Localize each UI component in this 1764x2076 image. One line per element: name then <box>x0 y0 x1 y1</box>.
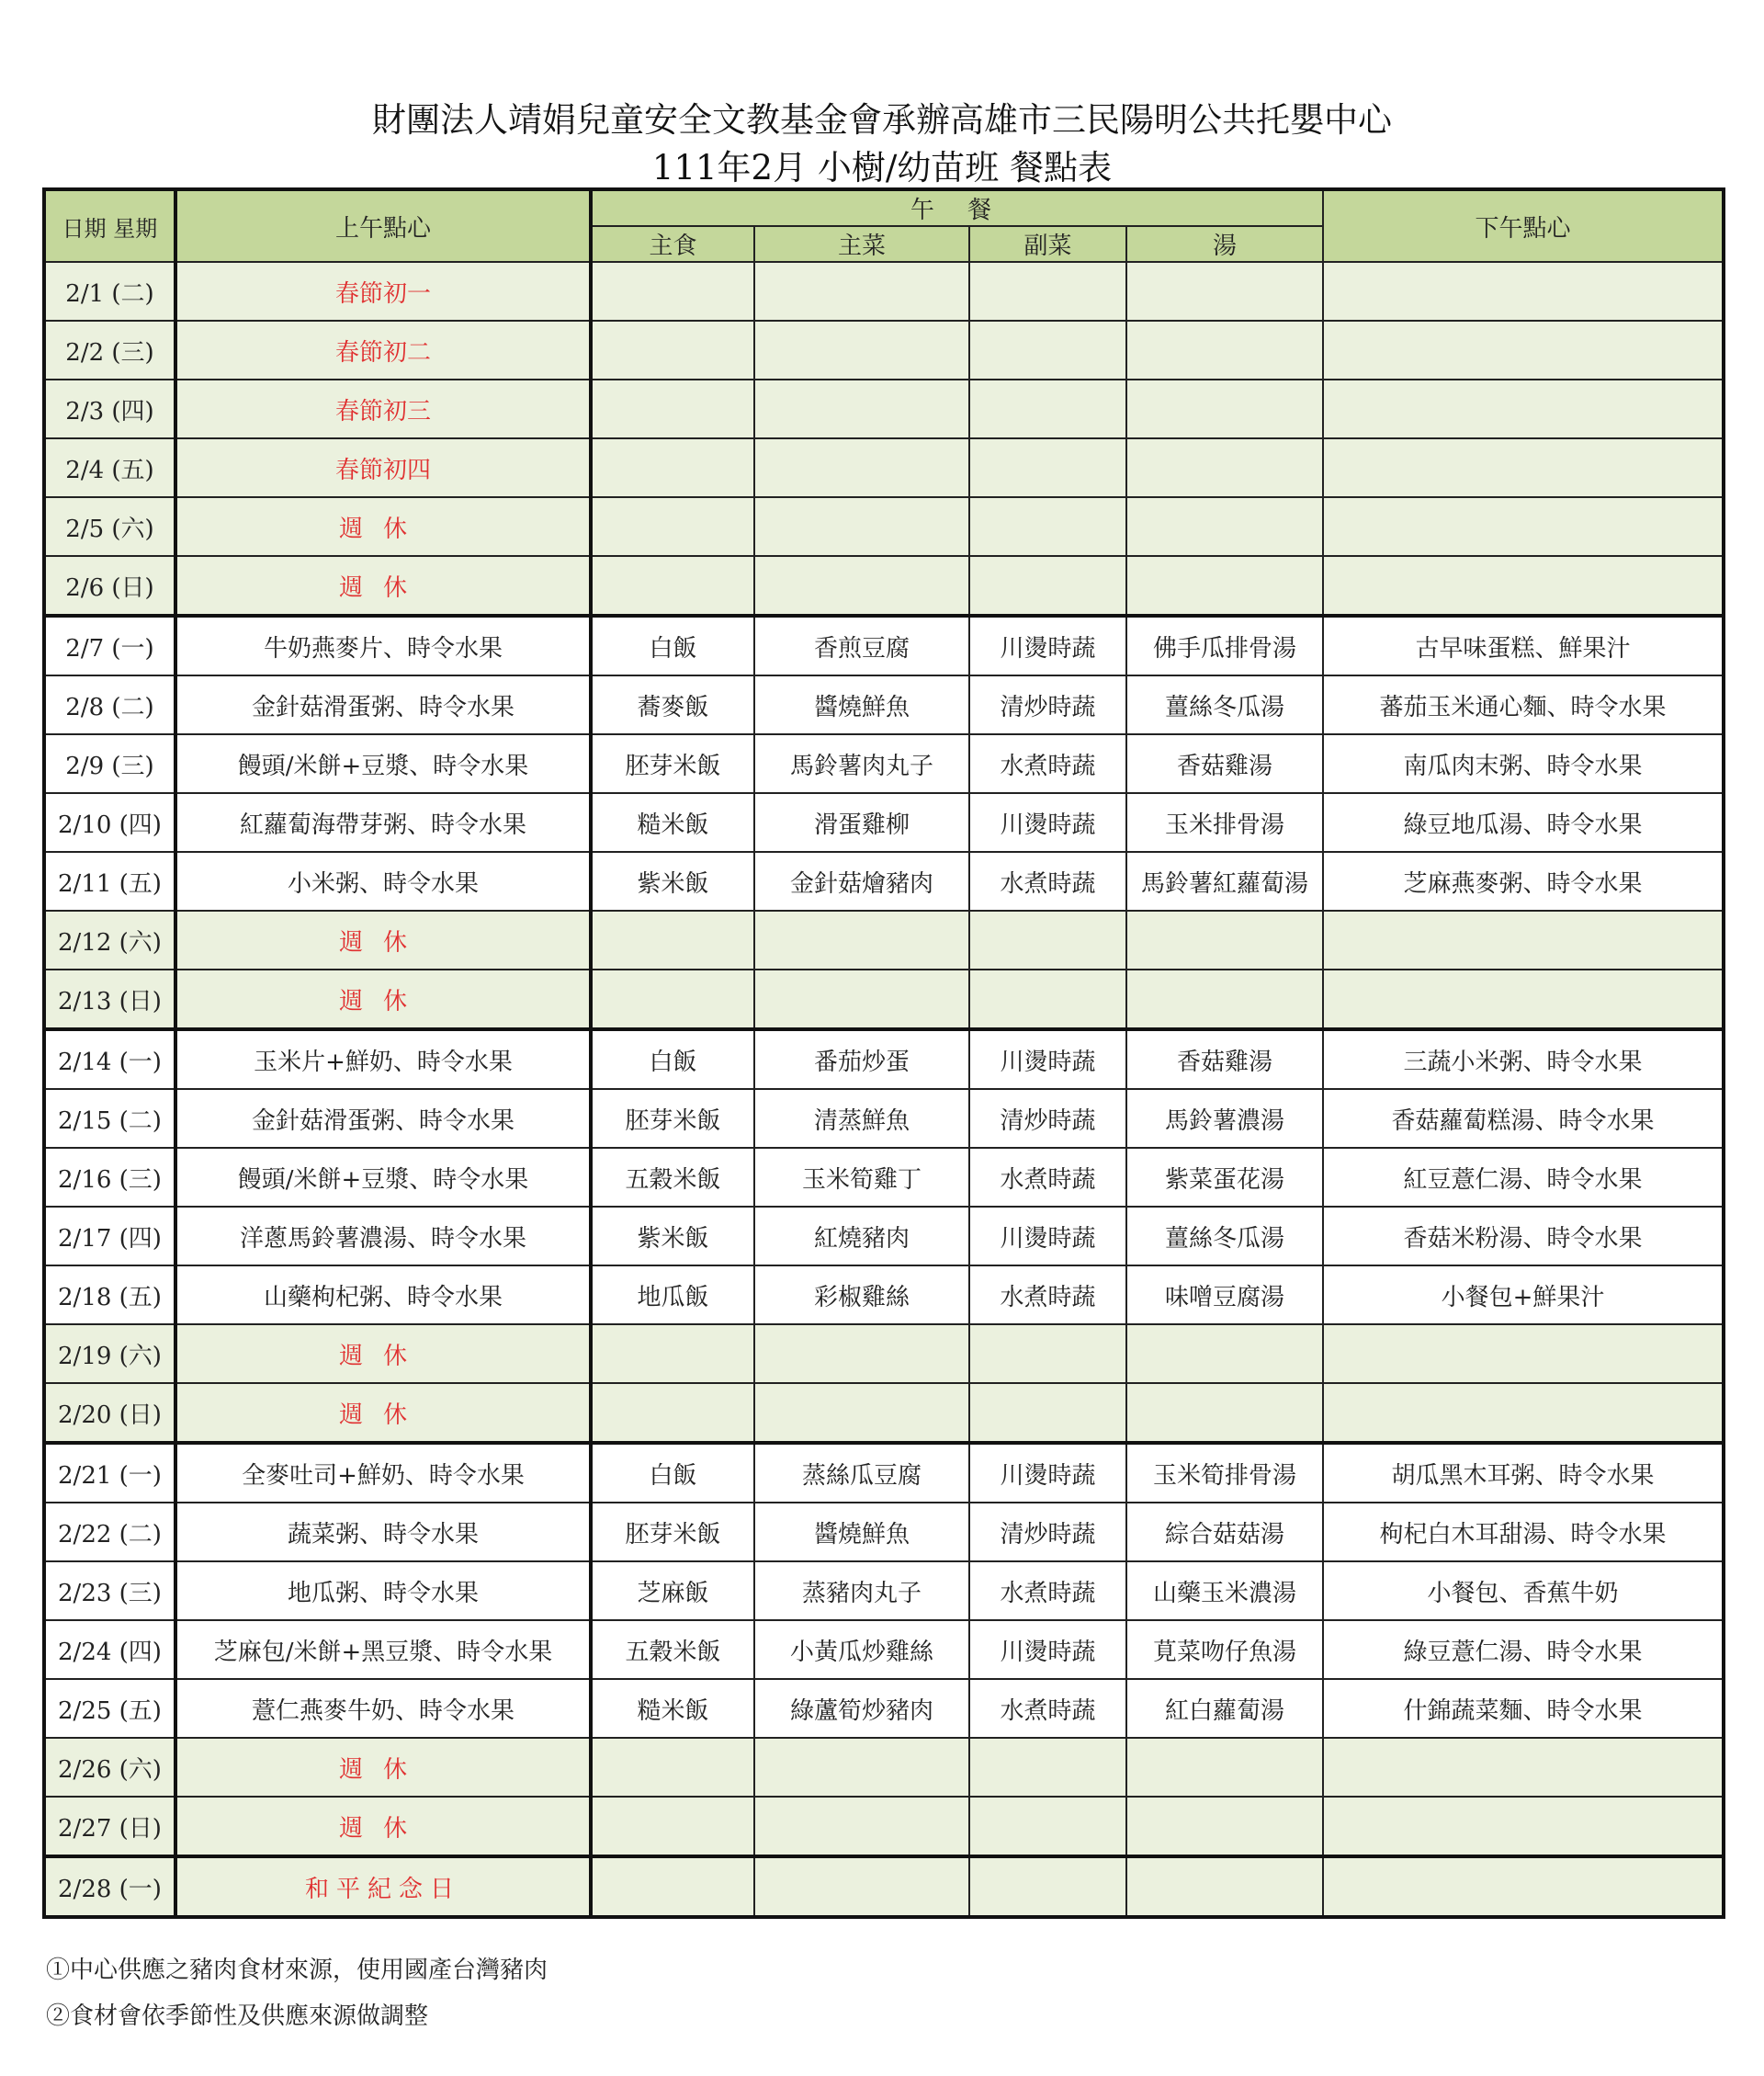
staple-cell <box>591 1797 754 1856</box>
soup-cell <box>1126 1797 1323 1856</box>
side-dish-cell: 水煮時蔬 <box>969 1679 1126 1738</box>
table-row-day-off <box>44 1738 1724 1797</box>
side-dish-cell: 水煮時蔬 <box>969 1148 1126 1207</box>
main-dish-cell: 金針菇燴豬肉 <box>754 852 969 911</box>
soup-cell: 山藥玉米濃湯 <box>1126 1561 1323 1620</box>
soup-cell: 玉米排骨湯 <box>1126 793 1323 852</box>
table-row-day-off <box>44 1324 1724 1383</box>
pm-snack-cell <box>1323 438 1724 497</box>
main-dish-cell <box>754 1856 969 1917</box>
staple-cell <box>591 1324 754 1383</box>
staple-cell <box>591 497 754 556</box>
main-dish-cell: 紅燒豬肉 <box>754 1207 969 1265</box>
pm-snack-cell: 小餐包+鮮果汁 <box>1323 1265 1724 1324</box>
table-row-day-off <box>44 380 1724 438</box>
pm-snack-cell: 綠豆地瓜湯、時令水果 <box>1323 793 1724 852</box>
table-row-day-off <box>44 556 1724 616</box>
soup-cell: 馬鈴薯紅蘿蔔湯 <box>1126 852 1323 911</box>
side-dish-cell: 水煮時蔬 <box>969 1265 1126 1324</box>
schedule-body <box>44 262 1724 1917</box>
col-header-date: 日期 星期 <box>44 189 175 262</box>
table-row <box>44 1029 1724 1089</box>
side-dish-cell <box>969 1797 1126 1856</box>
am-snack-cell: 週休 <box>175 1738 591 1797</box>
main-dish-cell: 彩椒雞絲 <box>754 1265 969 1324</box>
date-cell: 2/1 (二) <box>44 262 175 321</box>
side-dish-cell: 水煮時蔬 <box>969 734 1126 793</box>
pm-snack-cell <box>1323 1797 1724 1856</box>
table-row-day-off <box>44 438 1724 497</box>
date-cell: 2/17 (四) <box>44 1207 175 1265</box>
date-cell: 2/13 (日) <box>44 970 175 1029</box>
col-header-am-snack: 上午點心 <box>175 189 591 262</box>
pm-snack-cell <box>1323 911 1724 970</box>
date-cell: 2/3 (四) <box>44 380 175 438</box>
date-cell: 2/7 (一) <box>44 616 175 675</box>
date-cell: 2/25 (五) <box>44 1679 175 1738</box>
am-snack-cell: 牛奶燕麥片、時令水果 <box>175 616 591 675</box>
staple-cell: 紫米飯 <box>591 1207 754 1265</box>
side-dish-cell: 川燙時蔬 <box>969 616 1126 675</box>
table-row-day-off <box>44 497 1724 556</box>
col-header-soup: 湯 <box>1126 226 1323 262</box>
side-dish-cell <box>969 262 1126 321</box>
am-snack-cell: 春節初一 <box>175 262 591 321</box>
side-dish-cell <box>969 911 1126 970</box>
soup-cell <box>1126 911 1323 970</box>
soup-cell: 綜合菇菇湯 <box>1126 1503 1323 1561</box>
am-snack-cell: 蔬菜粥、時令水果 <box>175 1503 591 1561</box>
pm-snack-cell: 胡瓜黑木耳粥、時令水果 <box>1323 1443 1724 1503</box>
table-row <box>44 1207 1724 1265</box>
table-row <box>44 1503 1724 1561</box>
side-dish-cell: 清炒時蔬 <box>969 675 1126 734</box>
main-dish-cell: 清蒸鮮魚 <box>754 1089 969 1148</box>
soup-cell <box>1126 1383 1323 1443</box>
am-snack-cell: 週休 <box>175 497 591 556</box>
side-dish-cell <box>969 970 1126 1029</box>
date-cell: 2/27 (日) <box>44 1797 175 1856</box>
am-snack-cell: 芝麻包/米餅+黑豆漿、時令水果 <box>175 1620 591 1679</box>
table-row <box>44 675 1724 734</box>
soup-cell: 馬鈴薯濃湯 <box>1126 1089 1323 1148</box>
am-snack-cell: 週休 <box>175 911 591 970</box>
staple-cell: 蕎麥飯 <box>591 675 754 734</box>
soup-cell <box>1126 1856 1323 1917</box>
am-snack-cell: 小米粥、時令水果 <box>175 852 591 911</box>
pm-snack-cell: 紅豆薏仁湯、時令水果 <box>1323 1148 1724 1207</box>
main-dish-cell <box>754 556 969 616</box>
main-dish-cell <box>754 262 969 321</box>
side-dish-cell <box>969 1856 1126 1917</box>
date-cell: 2/28 (一) <box>44 1856 175 1917</box>
table-row <box>44 1679 1724 1738</box>
main-dish-cell <box>754 438 969 497</box>
table-row-day-off <box>44 911 1724 970</box>
main-dish-cell: 蒸豬肉丸子 <box>754 1561 969 1620</box>
table-row <box>44 734 1724 793</box>
staple-cell: 胚芽米飯 <box>591 1503 754 1561</box>
side-dish-cell <box>969 438 1126 497</box>
table-row-day-off <box>44 970 1724 1029</box>
am-snack-cell: 週休 <box>175 1383 591 1443</box>
staple-cell <box>591 556 754 616</box>
date-cell: 2/6 (日) <box>44 556 175 616</box>
soup-cell: 紫菜蛋花湯 <box>1126 1148 1323 1207</box>
am-snack-cell: 薏仁燕麥牛奶、時令水果 <box>175 1679 591 1738</box>
pm-snack-cell: 南瓜肉末粥、時令水果 <box>1323 734 1724 793</box>
am-snack-cell: 地瓜粥、時令水果 <box>175 1561 591 1620</box>
pm-snack-cell: 古早味蛋糕、鮮果汁 <box>1323 616 1724 675</box>
am-snack-cell: 金針菇滑蛋粥、時令水果 <box>175 1089 591 1148</box>
page-title: 財團法人靖娟兒童安全文教基金會承辦高雄市三民陽明公共托嬰中心 <box>372 100 1392 140</box>
staple-cell: 胚芽米飯 <box>591 734 754 793</box>
main-dish-cell: 香煎豆腐 <box>754 616 969 675</box>
side-dish-cell <box>969 380 1126 438</box>
main-dish-cell <box>754 1383 969 1443</box>
main-dish-cell <box>754 321 969 380</box>
table-row <box>44 852 1724 911</box>
am-snack-cell: 玉米片+鮮奶、時令水果 <box>175 1029 591 1089</box>
staple-cell <box>591 1856 754 1917</box>
side-dish-cell: 水煮時蔬 <box>969 852 1126 911</box>
pm-snack-cell <box>1323 497 1724 556</box>
am-snack-cell: 週休 <box>175 970 591 1029</box>
soup-cell: 莧菜吻仔魚湯 <box>1126 1620 1323 1679</box>
pm-snack-cell <box>1323 1856 1724 1917</box>
date-cell: 2/5 (六) <box>44 497 175 556</box>
soup-cell <box>1126 497 1323 556</box>
meal-schedule-table <box>42 187 1725 1919</box>
side-dish-cell: 川燙時蔬 <box>969 1620 1126 1679</box>
main-dish-cell: 玉米筍雞丁 <box>754 1148 969 1207</box>
main-dish-cell <box>754 1797 969 1856</box>
main-dish-cell: 綠蘆筍炒豬肉 <box>754 1679 969 1738</box>
table-row-day-off <box>44 1797 1724 1856</box>
date-cell: 2/20 (日) <box>44 1383 175 1443</box>
col-header-side-dish: 副菜 <box>969 226 1126 262</box>
soup-cell: 佛手瓜排骨湯 <box>1126 616 1323 675</box>
table-row-day-off <box>44 1856 1724 1917</box>
staple-cell: 紫米飯 <box>591 852 754 911</box>
main-dish-cell <box>754 1324 969 1383</box>
col-header-staple: 主食 <box>591 226 754 262</box>
date-cell: 2/21 (一) <box>44 1443 175 1503</box>
am-snack-cell: 春節初四 <box>175 438 591 497</box>
main-dish-cell: 小黃瓜炒雞絲 <box>754 1620 969 1679</box>
col-header-lunch: 午 餐 <box>591 189 1323 226</box>
table-row <box>44 1265 1724 1324</box>
soup-cell: 玉米筍排骨湯 <box>1126 1443 1323 1503</box>
main-dish-cell: 蒸絲瓜豆腐 <box>754 1443 969 1503</box>
date-cell: 2/8 (二) <box>44 675 175 734</box>
pm-snack-cell <box>1323 321 1724 380</box>
pm-snack-cell <box>1323 262 1724 321</box>
date-cell: 2/12 (六) <box>44 911 175 970</box>
pm-snack-cell: 香菇蘿蔔糕湯、時令水果 <box>1323 1089 1724 1148</box>
table-row <box>44 616 1724 675</box>
soup-cell <box>1126 438 1323 497</box>
pm-snack-cell: 小餐包、香蕉牛奶 <box>1323 1561 1724 1620</box>
main-dish-cell: 馬鈴薯肉丸子 <box>754 734 969 793</box>
main-dish-cell <box>754 1738 969 1797</box>
am-snack-cell: 週休 <box>175 556 591 616</box>
footnote-pork-source: ①中心供應之豬肉食材來源，使用國產台灣豬肉 <box>46 1957 548 1984</box>
soup-cell <box>1126 321 1323 380</box>
soup-cell: 味噌豆腐湯 <box>1126 1265 1323 1324</box>
am-snack-cell: 饅頭/米餅+豆漿、時令水果 <box>175 1148 591 1207</box>
staple-cell: 白飯 <box>591 1443 754 1503</box>
am-snack-cell: 週休 <box>175 1324 591 1383</box>
staple-cell: 五穀米飯 <box>591 1620 754 1679</box>
side-dish-cell <box>969 1738 1126 1797</box>
staple-cell: 白飯 <box>591 1029 754 1089</box>
side-dish-cell <box>969 1324 1126 1383</box>
table-row <box>44 1148 1724 1207</box>
staple-cell <box>591 1383 754 1443</box>
staple-cell: 糙米飯 <box>591 793 754 852</box>
soup-cell: 香菇雞湯 <box>1126 1029 1323 1089</box>
staple-cell: 五穀米飯 <box>591 1148 754 1207</box>
soup-cell <box>1126 556 1323 616</box>
table-row-day-off <box>44 1383 1724 1443</box>
staple-cell: 地瓜飯 <box>591 1265 754 1324</box>
table-row <box>44 1561 1724 1620</box>
staple-cell: 白飯 <box>591 616 754 675</box>
am-snack-cell: 金針菇滑蛋粥、時令水果 <box>175 675 591 734</box>
staple-cell <box>591 970 754 1029</box>
staple-cell: 糙米飯 <box>591 1679 754 1738</box>
pm-snack-cell <box>1323 380 1724 438</box>
table-row <box>44 1089 1724 1148</box>
staple-cell: 芝麻飯 <box>591 1561 754 1620</box>
staple-cell <box>591 321 754 380</box>
date-cell: 2/16 (三) <box>44 1148 175 1207</box>
side-dish-cell <box>969 321 1126 380</box>
side-dish-cell: 清炒時蔬 <box>969 1503 1126 1561</box>
date-cell: 2/26 (六) <box>44 1738 175 1797</box>
staple-cell <box>591 262 754 321</box>
table-row <box>44 1443 1724 1503</box>
side-dish-cell: 川燙時蔬 <box>969 1029 1126 1089</box>
am-snack-cell: 春節初三 <box>175 380 591 438</box>
page-subtitle: 111年2月 小樹/幼苗班 餐點表 <box>651 148 1113 187</box>
date-cell: 2/19 (六) <box>44 1324 175 1383</box>
soup-cell <box>1126 1738 1323 1797</box>
soup-cell: 薑絲冬瓜湯 <box>1126 1207 1323 1265</box>
main-dish-cell <box>754 497 969 556</box>
footnotes <box>46 1954 548 2046</box>
date-cell: 2/22 (二) <box>44 1503 175 1561</box>
pm-snack-cell <box>1323 1383 1724 1443</box>
soup-cell <box>1126 970 1323 1029</box>
am-snack-cell: 和平紀念日 <box>175 1856 591 1917</box>
am-snack-cell: 洋蔥馬鈴薯濃湯、時令水果 <box>175 1207 591 1265</box>
date-cell: 2/2 (三) <box>44 321 175 380</box>
side-dish-cell: 川燙時蔬 <box>969 1207 1126 1265</box>
table-row-day-off <box>44 321 1724 380</box>
table-row <box>44 1620 1724 1679</box>
date-cell: 2/10 (四) <box>44 793 175 852</box>
side-dish-cell: 川燙時蔬 <box>969 793 1126 852</box>
am-snack-cell: 週休 <box>175 1797 591 1856</box>
am-snack-cell: 春節初二 <box>175 321 591 380</box>
main-dish-cell: 滑蛋雞柳 <box>754 793 969 852</box>
pm-snack-cell: 蕃茄玉米通心麵、時令水果 <box>1323 675 1724 734</box>
pm-snack-cell: 綠豆薏仁湯、時令水果 <box>1323 1620 1724 1679</box>
side-dish-cell <box>969 556 1126 616</box>
date-cell: 2/24 (四) <box>44 1620 175 1679</box>
pm-snack-cell: 三蔬小米粥、時令水果 <box>1323 1029 1724 1089</box>
side-dish-cell <box>969 497 1126 556</box>
pm-snack-cell <box>1323 556 1724 616</box>
col-header-pm-snack: 下午點心 <box>1323 189 1724 262</box>
soup-cell: 香菇雞湯 <box>1126 734 1323 793</box>
pm-snack-cell: 枸杞白木耳甜湯、時令水果 <box>1323 1503 1724 1561</box>
pm-snack-cell <box>1323 970 1724 1029</box>
date-cell: 2/18 (五) <box>44 1265 175 1324</box>
main-dish-cell: 番茄炒蛋 <box>754 1029 969 1089</box>
staple-cell <box>591 380 754 438</box>
side-dish-cell: 水煮時蔬 <box>969 1561 1126 1620</box>
main-dish-cell <box>754 380 969 438</box>
pm-snack-cell <box>1323 1738 1724 1797</box>
pm-snack-cell: 香菇米粉湯、時令水果 <box>1323 1207 1724 1265</box>
main-dish-cell <box>754 970 969 1029</box>
soup-cell: 薑絲冬瓜湯 <box>1126 675 1323 734</box>
am-snack-cell: 饅頭/米餅+豆漿、時令水果 <box>175 734 591 793</box>
main-dish-cell: 醬燒鮮魚 <box>754 1503 969 1561</box>
am-snack-cell: 全麥吐司+鮮奶、時令水果 <box>175 1443 591 1503</box>
table-row <box>44 793 1724 852</box>
soup-cell <box>1126 262 1323 321</box>
pm-snack-cell <box>1323 1324 1724 1383</box>
soup-cell: 紅白蘿蔔湯 <box>1126 1679 1323 1738</box>
date-cell: 2/4 (五) <box>44 438 175 497</box>
side-dish-cell: 川燙時蔬 <box>969 1443 1126 1503</box>
staple-cell <box>591 438 754 497</box>
side-dish-cell: 清炒時蔬 <box>969 1089 1126 1148</box>
side-dish-cell <box>969 1383 1126 1443</box>
footnote-seasonal: ②食材會依季節性及供應來源做調整 <box>46 2002 429 2030</box>
date-cell: 2/11 (五) <box>44 852 175 911</box>
date-cell: 2/15 (二) <box>44 1089 175 1148</box>
staple-cell <box>591 911 754 970</box>
col-header-main-dish: 主菜 <box>754 226 969 262</box>
table-row-day-off <box>44 262 1724 321</box>
pm-snack-cell: 芝麻燕麥粥、時令水果 <box>1323 852 1724 911</box>
pm-snack-cell: 什錦蔬菜麵、時令水果 <box>1323 1679 1724 1738</box>
soup-cell <box>1126 380 1323 438</box>
date-cell: 2/14 (一) <box>44 1029 175 1089</box>
date-cell: 2/9 (三) <box>44 734 175 793</box>
am-snack-cell: 山藥枸杞粥、時令水果 <box>175 1265 591 1324</box>
main-dish-cell <box>754 911 969 970</box>
staple-cell <box>591 1738 754 1797</box>
am-snack-cell: 紅蘿蔔海帶芽粥、時令水果 <box>175 793 591 852</box>
date-cell: 2/23 (三) <box>44 1561 175 1620</box>
main-dish-cell: 醬燒鮮魚 <box>754 675 969 734</box>
soup-cell <box>1126 1324 1323 1383</box>
staple-cell: 胚芽米飯 <box>591 1089 754 1148</box>
